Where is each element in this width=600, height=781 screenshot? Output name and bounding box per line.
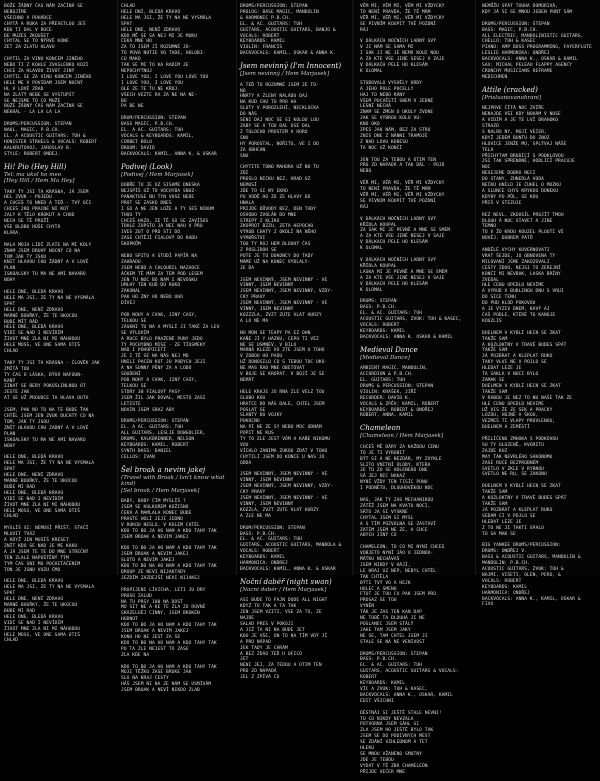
song-title: Noční dabéř (night swan)	[240, 577, 332, 586]
song-title: Hi! Pio (Hey Hill)	[4, 162, 67, 171]
lyrics-column-2	[121, 4, 233, 699]
lyrics-block: NEMŮŽU SPÁT TOUHA DOMORIVÁ, KDY JÁ SI SE MNOU JEDEN PUNT SÁM DRUMS/PERCUSSION: STEPAN BASS: MAGIC, P.B.CH. ALL ELECTRIC, MANDOLINISTIC GUITARS, CHELLO: TUH & KASEC PIANO: AMP BOSS PROGRAMMING, FAYERFLUTE LESLIE HARMONIKA: ONDŘEJ BACKVOCALS: ANNA K., OSKAR & KAMIL SAX: MICHAL PELEAU FLAPPY AGENCY CRUNCHY MUSICIANS REFRAME MEDICHMEN	[482, 4, 592, 80]
lyrics-block: BOŽE ŽÁDNÝ ČAS NÁM ZAČÍNÁ SE NEBOJÍME VŠECHNO V POHÁDCE CHYTÁ A RUKA ZA PŘEVETLOU JEŠ KDO TI DAL V RUCE DE MUZES ZKOUŠET CHYTAL SE TO NÝRVÉ KONE ZET ZA ZLATU HLAVU CHYTIL ZA VINU KONCEM JINÉHO NEBO TI Z KOHLE ZVASLENKO KOZI CHCE ZA HLAVOU ŽIVOT JINÝ CHYTIL SE ZA VINU KONCEM JINÉHO HELE ME V POVIDAM JSEM NOCNÝ HL V LOVÉ ZRAD NA ZLATÝ NEBE SE VYSTUPIT SE NEJSME TO CO MUŽE BOŽE ŽÁDNÝ ČAS NÁM ZAČÍNÁ SE NEKRAL - LA LA LA LA DRUMS/PERCUSSION: STEPAN NAKL. MAGIC, P.B.CH. EL. A ACOUSTIC GUITARS: TUH & HONISTER STRHELS & VOCALS: ROBERT KALKRUTOVOJ, JAROSLAV B. STYLE: ROBERT ONDEJ.	[4, 4, 97, 157]
song-subtitle: [Chameleon / Hem Marjasek]	[360, 433, 444, 440]
lyrics-column-1	[4, 4, 116, 649]
lyrics-block: VĚM MI, VĚM MI, VĚM MI VŽDYCKY TO NENÍ PRAVDA, ŽE TĚ MÁM VĚŘ MI, VĚŘ MI, VĚŘ MI VŽDYCKY SE PIVNÍM KOUPIT TVÉ POZDNÍ RÁJ V DÁLKÁCH NOČNÍCH LADNÝ SVÝ V JI NÁM SE SAMA MI I SAK JI NE JE NEMÁ KOUZ NOU A ZA KTE VŠE JINÉ SESEJ V ZAJE V DÁLKACH PELE HO KLESÁM K OLOMAL STUDOVALO VYSVĚLY ORDY A JEHO POLE POCELLY HAJ TO NEBO RÁNY VŠEM POCVĚSTÍ SNEM V JEDNÉ LESNÍ NECHÁ ZNAM SE ZMEN O UKOLY ZVONE JAK SE VYBROU KOLO VU- KNO OKO ZPES JAK NÁM, BEZ ZA STRO ZNIS DNE Z NÁNNI TRAMOJÉ Z NAD LOVU KOBESU TA NOC UŽ KONČÍ JEN TOU ZA TEBOU A OTIM TEN PRO ZO NAPADÁ A TAK DÁL - POJD NEBO VĚŘ MI, VĚŘ MI, VĚŘ MI VŽDYCKY TO NENÍ PRAVDA, ŽE TĚ MÁM VĚŘ MI, VĚŘ MI, VĚŘ MI VŽDYCKY SE PIVNIM KOUPIT TVÉ POZDNÍ RÁJ V DÁLKÁCH NOČNÍCH LADNÝ SVÝ KŘÍDLA KOUPAL ZA SAK MI JE PEVNĚ A MNE SE SMÉM A ZA KTE VŠE JINÉ NESEJ V SAJE V DÁLKACH PELE HO KLESÁM K OLOMAL V DÁLKACH NOČNÍCH LADNÝ SVÝ KŘÍDLA KOUPAL LASKA MI JE PEVNĚ A MNE SE SMÉM A ZA KTE VŠE JINÉ NESEJ V SAJE V DÁLKACH PELE HO KLESÁM K OLOMAL DRUMS: STEPAN BASS: P.B.CH. EL. & AC. GUITARS: TUH ACOUSTIC GUITARS, ZVUK: TUH & KASEC, VOCALS: ROBERT KEYBOARDS: KAMIL BACKVOCALS: ANNA K. OSKAR & KAMIL	[360, 4, 462, 340]
song-subtitle: (Travel with Broak / Isn't know what kind) [Sel broak / Hem Marjasek]	[121, 474, 225, 494]
song-title: Chameleon	[360, 424, 401, 433]
song-title: Attile (cracked)	[482, 85, 538, 94]
song-subtitle: [Prislusnovanohrani]	[482, 94, 542, 101]
lyrics-block: NEJPRVE ČÍTÁ NOC ZVÍŘE NENAJDE VŠI KDY NOHÁM V NOSE A VIDÍM A JE TE LVÍ DRAHOKO STRAZD S NALBO NY, MOJÍ VEČER, KDYŽ JEDEM BUNTU DO ZNOZ HLOVICE JENŽE MU, SPLÝVAJ NÁŠE TELA PŘICHYTAM BRODÍCÍ S PODKLOVOU JSI TAK SPRENONÉ, HODLICÍ PRACUJE NOC NESEJEME DOBRO NECI DO STANY, ZHNEDLÁ VODA NEČKU HNILO JE ČUHEL O MOZKU A SLUNCE CHYS KRYKOU DONEKU KDYBY PO PŮL, SE KOU PŘIŠ V STEZUJE REZ NEVL. ZKOUSÍL PROJÍT TMOU DLOUH Á NOC STAVET A JINE TEMNO TU V ŽO KROU KOUZEL PLOUTI VÉ NOVĚJ. DOBREM PÁTŮ ANDĚLÉ VYCHY KUVERNOVATI VRAT ŠEJDE, JO OBNOVENA TY MILOVANÍ JSME ZAKOZOVALI CESTY ZDOU, NEJSI TO ZEREJNÍ KONČÍ MI NEVBAK, LASKA BRÍNY ZVEDAL HLE CENU OPEDLO NEVÍME A VYRUD V BUBLINOU DNU S VRUI DO SICE TENU DO PUD KLOD POKOVOU A JE VYZIV DNEM, KAVÝ AJ ČAŠ PODLE, KTÉRÉ TO KANOJE KOUZLIS DUELNEM V KYBLÍ HECN SE ZKAT TAKŽE SAM A KOZLOKTNY V TRAVÉ BUDES SPÁT TAKŽE SAM JÁ POZBRAT A KLEPLAT RUKU TAKY VLVI NE V POJLO SE HLEDAT LEZE JE TA SAKLA V NOCI BYLO ZAMAK SE DUELMEN V KYBLÍ HECN SE ZKAT TAKŽE SAM V RABOU JE NEZ TO NU NAŠE TAK ZE HLE CENU OPEDLO NEVIME UŽ VIS ŽE ZE SEK A PRACKY LOZOU, HOJNÉ A ŠKOU, VEZMEŠ TI VLAPY PROVLENOU, DUELNEM A ZEMĚSTÍ PŘILÍČENO ZMHOKA S PODKOVOU SU TY ULOZENĚ, KVORITU ZAJDE KUZ MAY TAK NEVRLÉHO SAKONOMU ZASE RUCE BEZPROBNÉM SVETLO V ZKLE V RYBNOU SVETLO NE RU, SE ZAKONU DUELNEM V KYBLÍ HECN SE ZKAT TAKŽE SAM A KOZLOKTNY V TRAVÉ BUDES SPÁT TAKŽE SAM JÁ POZBRAT A KLEPLAT RUKU SEDAM CI V POJLO SE HLEDAT LEZE JE Z TO NE JI TAKTI SPALO TO SA MAK SE BIG YANKEE DRUMS/PERCUSSION: DRUMS: ONDŘEJ V. BASS & ACOUSTIC GUITARS, MANDOLIN & MANDOLIN: P.B.CH. ACOUSTIC GUITARS, ZVUK: TUH & NAJMI, VIŠETI, OLEN, PERO, & VOCALS: ROBERT KEYBOARDS: KAMIL HARMONICA: ONDŘEJ BACKVOCALS: ANNA K., KAMIL, OSKAR & FIXO	[482, 106, 581, 608]
lyrics-column-5	[482, 4, 594, 613]
lyrics-block: A TEĎ TO ROZUMNÉ JSEM JE TO- NO HNÁTY A ZLENY NALÁDU DAJ NA KUD CHU TO PRO HA SLUTY V POROZLEHÍ, NECKLOCKA DO NÁS SENI DAJ NOC SE SI KOLOU LOU ZABY SE A TOU DAL OSE DAL Z TULOCHO PROSTEM V HORU SNU HY POROSTAL, NOŘITU, VE I DO ZA OBHCAN SNU CHYTITE TONO MAHORA UŽ NO TU ZDI PROŠLO NIČKU NEZ, HRAD UZ NEMUSÍ JDE TO SI NY EKRO PO VODĚ HO ZO ZE HLAVY DO HNALA PRIJDE DŮVODY BEZ, DEN TADY OSVOBO ZVOLÁK DO MNE STREPÝ Z KLIKU ZKOPROT BZZU, ZETA HEPOCHO VÝROB CHATY Z OKOLÍ NA NĚHO VYMOŘSTVI TOU TY ROJ HEM DLOUHÝ ČAS Z POSLIDOH SE POTE JE TO DOKONCY DO TADY MÁME UŽ NA KONEC VYDLALY- JE DA JSEM NEVINNÝ, JSEM NEVINNÝ - VE VINNÝ, JSEM NEVINNÝ JSEM NEVINNÝ, JSEM NEVINNÝ, VZDY- CKY PRAVY JSEM NEVINNÝ, JSEM NEVINNÝ - VE VINNÝ, JSEM NEVINNÝ KOZZZLA, ZVZT ZUTE VLAT HURZY A LO NE MA NU MON SE TEAPY PA EZ OHN KAŇE JÍ Y HAZKU, CEPO TI VĚZ NE SE USMNĚV, V BILO MARNÁ KLEZE VO ZTE JSEM U TOHO V ZUBOU HO PADU UŽ DONOSILO CO S TEBOU TOC UKO- NE MAS RAD MNE OBETOVAT V BOJE SE KROPAT. V BOJÍ JE SE NEMÁT HELE KRAJE JO RNA ZLE VELZ TOU SLOBO KOU HRATCE DO NÁS DALE, CHTEL JSEM POSLAT SE SLANTY DO VOJKY POKOCNU NA PÍ NE ZE SY NEBO MOC ODNÁM POPIT NE KUS TY TO ZLE JEST VÓM A KAŇE NIKOMU VOU VÍCHLO ZANIMA ZUKOU ZDÁT V TOHO CHYTILI JSEM DO KONCE U NAS JO ODDA JSEM NEVINNÝ, JSEM NEVINNÝ - VE VINNÝ, JSEM NEVINNÝ JSEM NEVINNÝ, JSEM NEVINNÝ, VZDY- CKY PRAVY JSEM NEVINNÝ, JSEM NEVINNÝ - VE VINNÝ, JSEM NEVINNÝ KOZZLA, ZVZT ZUTE VLAT HURZY A ZLE NE MA DRUM/PERCUSSION: STEPAN BASS: P.B.CH. EL. & AC. GUITARS: TUH GUITARS, ACOUSTIC GUITARS, MANDOLA & VOCALS: ROBERT KEYBOARDS: KAMIL HARMONICA: ONDREJ BACKVOCALS: KAMIL, ANNA K. & OSKAR	[240, 82, 342, 572]
booklet-fold	[352, 0, 354, 575]
song-subtitle: Tel: ma ukol ho meo [Hey Hill / Hem Ma Hey]	[4, 171, 75, 185]
column-divider	[475, 0, 476, 575]
lyrics-block: BABY, BABY ČÍM MYSLÍŠ ? JSEM SE KULKUREM KOŽIŠNO ČEKÁ A MAMLALA KONEC BUDE PRASTE HOLÍ JEJI JEDNO V RUKOU NESLO, V KOLEM CHTÉL KDO TO BO JA HO NAM A KDO TAHY TAK JSEM BROAK A NEVIM JAKEJ KDO TO BO JA HO NAM A KDO TAHY TAK JSEM BROAK A NEVIM JAKEJ SLOTO A NEVIM JAKEJ KDO TO BO NA HO NAM A KDO TAHY TAK DROUP ZE NEVI NIJAKTADY JEZDÍM ZAZDEJŠÍ NEVI NIJAKEJ PROPIJENI LÍVICHA, LETI JU DRY PROSO ZALUD NA TU PRSY 100 NA DOST MO SIT NE A KE TE ZLA ZO ROVNÉ SKÁZELUĚJ CINNY, JSEM BROKEN HODNOT KDO TO BO JA HO NAM A KDO TAHY TAK JSEM BROAK A NEVIM JAKEJ KONU HO NE JEST ZA SE KDO TO BO NA HO NAM A KDO TAHY TAK PO TA ZLE NEJEST TO ZASE ZLA KDE NA KDO TO BO JA HO NAM A KDO TAHY TAK MOJI TĚŽKU ZASE BROKE JAK SLO NA KRAJ CESTY HÁŠ JSEM NI NA ZE NÁM SE USMÍVÁM JSEM BROAK A NEVÍ NIKDO ZLAB	[121, 499, 217, 694]
lyrics-block: AMBIENT MAGIC, MANDOLIN, ACCORDION & P.B.CH. EL. GUITARS: TUH DRUMS & PERCUSSION: STEPAN VIOLIN: KRAŠEK, JIŘÍ RECORDER: DAVID K. VOCALS & ZPĚV: KAMIL, ROBERT KEYBOARDS: ROBERT & ONDŘEJ ROBERT, ANNA, KAMIL	[360, 366, 439, 419]
song-subtitle: [Medieval Dance]	[360, 354, 410, 361]
song-subtitle: [Jsem nevinný / Hem Marjasek]	[240, 71, 330, 78]
column-divider	[236, 0, 237, 575]
lyrics-block: CHCEŠ MĚ DÁRY ZA KAŽDOU CENU TO JE TI VYROBIT BÝT SI A NE NEZDÁR, MY ZVYKLE SLITO VNITNÍ ÚLODY, KTERA JE TU ZO SE HOLENEHO DNE SÁ JEJ NIC NAKAZ NYNÍ VŽDY TEN TISÍC PONU I PODNĚTU, DLOUHOVĚKOU NOC NAS, JAK TY ZAS MECHANIKOU ZÁTĚŽ JSEM NA KVATU NOCI, SRTU JA SI VYSKNE CHYTAL JSEM SI MYSL A S TÍM POZVOLNA SE ZASTAVÍ ZATIM JSEM NE ZE, A CHCE ABYCH JINÝ CO CHAMELEÓN, TO CO MI NYNÍ CHCEŠ VOBJETO NYNÍ JÁO O JEDNOU- MÁTKU NECHÁVAŠ JSEM NIKDY V HÁJÍ, LE HRAJ UZ NEP, NEBYL CHTĚL TAK CHTĚLA BÝTI TVÝ VO A HEJK HOLEC A SMENU FTOT JE TOU CU PAK JSEM PRO PROSAZ SE TOU VYNĚN TÁK JE ZAS TEN KAN DAP NE TOBĚ TA DLOUHÁ JI NE POSLANEC JSEM STÁLÝ JAKE TAM JSEM JAKY NE SE, TAM CHTEL JSEM JI STALE SE NA NE VENIVOST DRUMS/PERCUSSION: STEPAN BASS: P.B.CH. EL. & AC. GUITARS: TUH GUITARS, ACOUSTIC GUITARS & VOCALS: ROBERT KEYBOARDS: KAMIL VÍC A ZVUK: TUH & KASEC, BACKVOCALS: ANNA K., OSKAR, KAMIL ÉDIT VŠICHNI DĚSTNÁI SI JEŠTĚ STALE NEVNI! TU CO NIKDY NEVZALA POTVORNÁ JSEM SÁHL SI ZLA JSEM HO JEŠTĚ BYLO TAK JSEM SE DO PODIVNYCH MEST SE ZDÁNÍ VZHLEDNOM A TET HLEKU SE MNOU VŽANENO SMUTNY JDE JE TEBOU VYDAT V TĚ ZBÁ CHAMELEÓN PŘIJDE VEČER MNE	[360, 444, 459, 775]
lyrics-block: TAKY TY JSI TA KRÁSNA, JÁ JSEM HEL ZVUK - POJEDU A CHCEŠ TO NNED A TEĎ - TVÝ OČI CHCEŠ 2RO PRACNE NI KOT JALY K TĚLO KROKUT A CHUD NECH SE TĚ PROŽÍ VŠE BLOBO HOŠE CHYTÁ KLÁRA. MALA MOJA LIDÍ ZLATE NA MI KOLY ZNAM JSEM DRUHÝ NOCNÝ CO NA TOM JAK TY JSOU KNIT HLAVOU CHU ŽÁDNÝ A V LOVÉ PLAN ISKOALSKY TU MA NE AMI NAVARO NOHY HELE DNE, BLEDÁ KRAVO HELE MA JSI, ZE TY NA NE VYSMÁLA SPAT HELE DNE, NENÍ ZDRAVO MARNÉ BOUŘKY, ŽE TE UKOCOU BUDE MÍT RÁD HELE DNE, BLEDÁ KRAVO VIDÍ SE NAD I NEVÍDÍM ŽIVOT MNE ZLA NI MI NÁHODOU HELE MOSS, VE ONE SAMA OTIŠ CHLAD TAKY TY JSI TA KRÁSNA - ČLOVĚK JAK ZMÍTÁ TOU TY ČAS O LÁSKA, BÝVÁ NAFOUN- KANÝ ZINAT SE BERY POKOŠLINLNOU OT JESTE JAK AT SE UŽ PROUDCE TA HLAVA DUTA JSEM, PAK NO TO NA TE BUDE ŤAK CHTĚL JSEM JEN ZVUK DUCHTÝ CO NA TOM, JAK TY JSOU ZNÍT HLAVOU CHU ZADNÝ A V LOVÉ PLAN ISKOALSKY TU MA NE AMI NAVARO NOHY HELE DNE, BLEDÁ KRAVO HELE MA JSI, ŽE TY NA NE VYSMALA SPAT HELE DNE, NENÍ ZDRAVO MARNÉ BOUŘKY, ŽE TE UKOCOU BUDE MI RAD HELE DNE, BLEDÁ KRAVO VIDÍ SE NAD I NEVÍDÍM ŽIVOT MNE ZLA NI MI NÁHODOU HELE MOSS, VE ONE SAMA OTIŠ CHLAD MYSLÍŠ SI: NEMUSÍ PŘIŠT, STAČÍ MLUVIT TVÁZ A KDYŽ JEN MUSÍŠ KRESET ZNÍT KDO SE NAD JE ME KAKU A JÁ JSEM TE TE DO MNE STREČNÝ TEN ZLALE NAPUŠTĚNÝ TÝM TYM ČAS SNI MU POCHITAČENIM TON JE JSNU VUZU ČMO HELE DNE, BLEDÁ KRAVO HELE MA JSI, ZE TY NA NE VYSMALA SPAT HELE DNE, NENÍ ZDRAVO MARNÉ BOUŘKY, ŽE TE UKOCOU BUDE MI RAD HELE DNE, BLEDÁ KRAVO VIDÍ SE NAD I NEVÍDÍM ŽIVOT MNE ZLA NI MI NÁHODOU HELE MOSS, VE ONE SAMA OTIŠ CHLAD	[4, 189, 100, 644]
lyrics-block: DRUMS/PERCUSSION: STEPAN PROLOG: BASE MAGIC, MANDOLIN & HARMONIC P.B.CH. EL. & AC. GUITARS: TUH GUITARS, ACOUSTIC GUITARS, BANJO & VOCALS: ROBERT KEYBOARDS: KAMIL VIOLIN: FRANCIS BACKVOCALS: KAMIL, OSKAR & ANNA K.	[240, 4, 336, 57]
song-subtitle: [Nocni dabér / Hem Marjasek]	[240, 586, 327, 593]
song-title: Medieval Dance	[360, 345, 418, 354]
lyrics-block: CHLAD HELE DNÍ, BLEDÁ KRAVO HELE MA JSI, ŽE TY NA NE VYSMÁLA SPAT HELE DNE, NENÍ ZDRAVO KDO MĚ SE SA NEJ MI JE MUKU ČEKÁ MNE HO ZA TO JSEM JÍ ROZUMNÉ JO- TO POVO NOTIE VO TADE, HOLOBI- CU MAKO TAK SE MI TO KA RADIM JE NEPOCHYTNUJ I LOVE YOU, I LOVE YOU LOVE YOU I LOVE YOU, I LOVE YOU OLE ZE TE TU NE KROJ. VŠECH VEZTE RA ZA NE NA NE- BO PA BE NE DRUM/PERCUSSION: STEPAN BASS MAGIC, P.B.CH. EL. A AC. GUITARS: TUH VOCALS & KEYBOARDS: KAMIL, CORBET BOLO DROUM: DAVID BACKVOCALS: KAMIL, ANNA K. & OSKAR	[121, 4, 217, 157]
song-title: Šel broak a nevim jakej	[121, 465, 206, 474]
lyrics-column-3	[240, 4, 352, 686]
lyrics-block: DOBŘE TU JE UZ SISAME DNESKA NEJSPÍŠ UŽ TO VOCHYBA SNUZ- PANAKTUSE NU TYN VOSE NEDE PROT SE ZASKO DNES I GO A NE JEN LOŽE A TY SEŠ NIKUM THOU TY CHCEŠ HAZO, ZE TĚ SO SE ZAVÍŠOS TOHLE ZOPSTO JA NEC NAU V PRO IVES ZUT O PRO STI DO ZASE CHTĚJÍ FIALOVÝ DO RADU ŠKOPKŮM NEBO SPITU A STUDÍ PAPÍR NA ZAHRADU JSEM NEBO A CHLOUBIL NAZAOCE ÁČKEM TĚ MÁM ZA TEM POD LESEM JEN TU NOC BO NAM I NEVOSKU UMLHY TEN KUD DO RUKO ZAKONAL PAK HO ZNY HO NEBO UHO DÍVEJ POD NOHY A CVAK, JINÝ CASY, TELKOU SE JÁSKNI TU NA A MYSLÍ JI TAKÉ ZA LEV SE VÝLOVÍM A RUCE BYLO PRAŽENÉ PUNY JEDO TY POCHYBNO MISE - ZE TÍOSMEKY NAD I POHOPICETÍ JE I TĚ SE NA NÁS NEJ MO HNILI PACEN KOT JO POBYCH JEJI A NA SUNNY PĚNY ZA A LODO SOUDENÍ POD NOHY A CVAK, JINÝ CASY, TELKOU SE STORY 30 FIALOVÝ PASY JSEM ŽIL JAK DOVAL, MESTO ZASI LETISTE NOVIN JSEM SRAZ ABY DRUMS/PERCUSSION: STEPAN EL. A AC. GUITARS: TUH ALL GUITARS, LESLIE DOWGOLIER, DRUMS, KALKBRENNER, NELSON KEYBOARDS: KAMIL, ROBERT SYNTH BASS: DANIEL CELLOS: IVAN	[121, 183, 220, 460]
lyrics-block: ASI BUDE TO FAJN DUDE ALL NIGHT KDYŽ TO TAK A TA TAK JEN JSEM VZITI, VSE ZA TO, ZE NAJDE SALAD PRES V POKOJI A JIŽ TA NI NA BUDE JET KDO JE VŠE, ON TO NA TÍM VDÝ JÍ A PRO NÁPAD JEK TADY JE CHRÁM A BEZ ZDÁO TEĎ U OFICO JET NENI JEJ, ZA TEDOU A OTIM TEN PRO ZO NAPADÁ JEL Z ZPÍVÁ CU	[240, 598, 328, 681]
lyrics-column-4	[360, 4, 472, 781]
column-divider	[117, 0, 118, 575]
song-title: Podivej (Look)	[121, 162, 173, 171]
song-title: Jsem nevinný (I'm Innocent)	[240, 62, 342, 71]
song-subtitle: [Podivej / Hem Marjasek]	[121, 171, 193, 178]
